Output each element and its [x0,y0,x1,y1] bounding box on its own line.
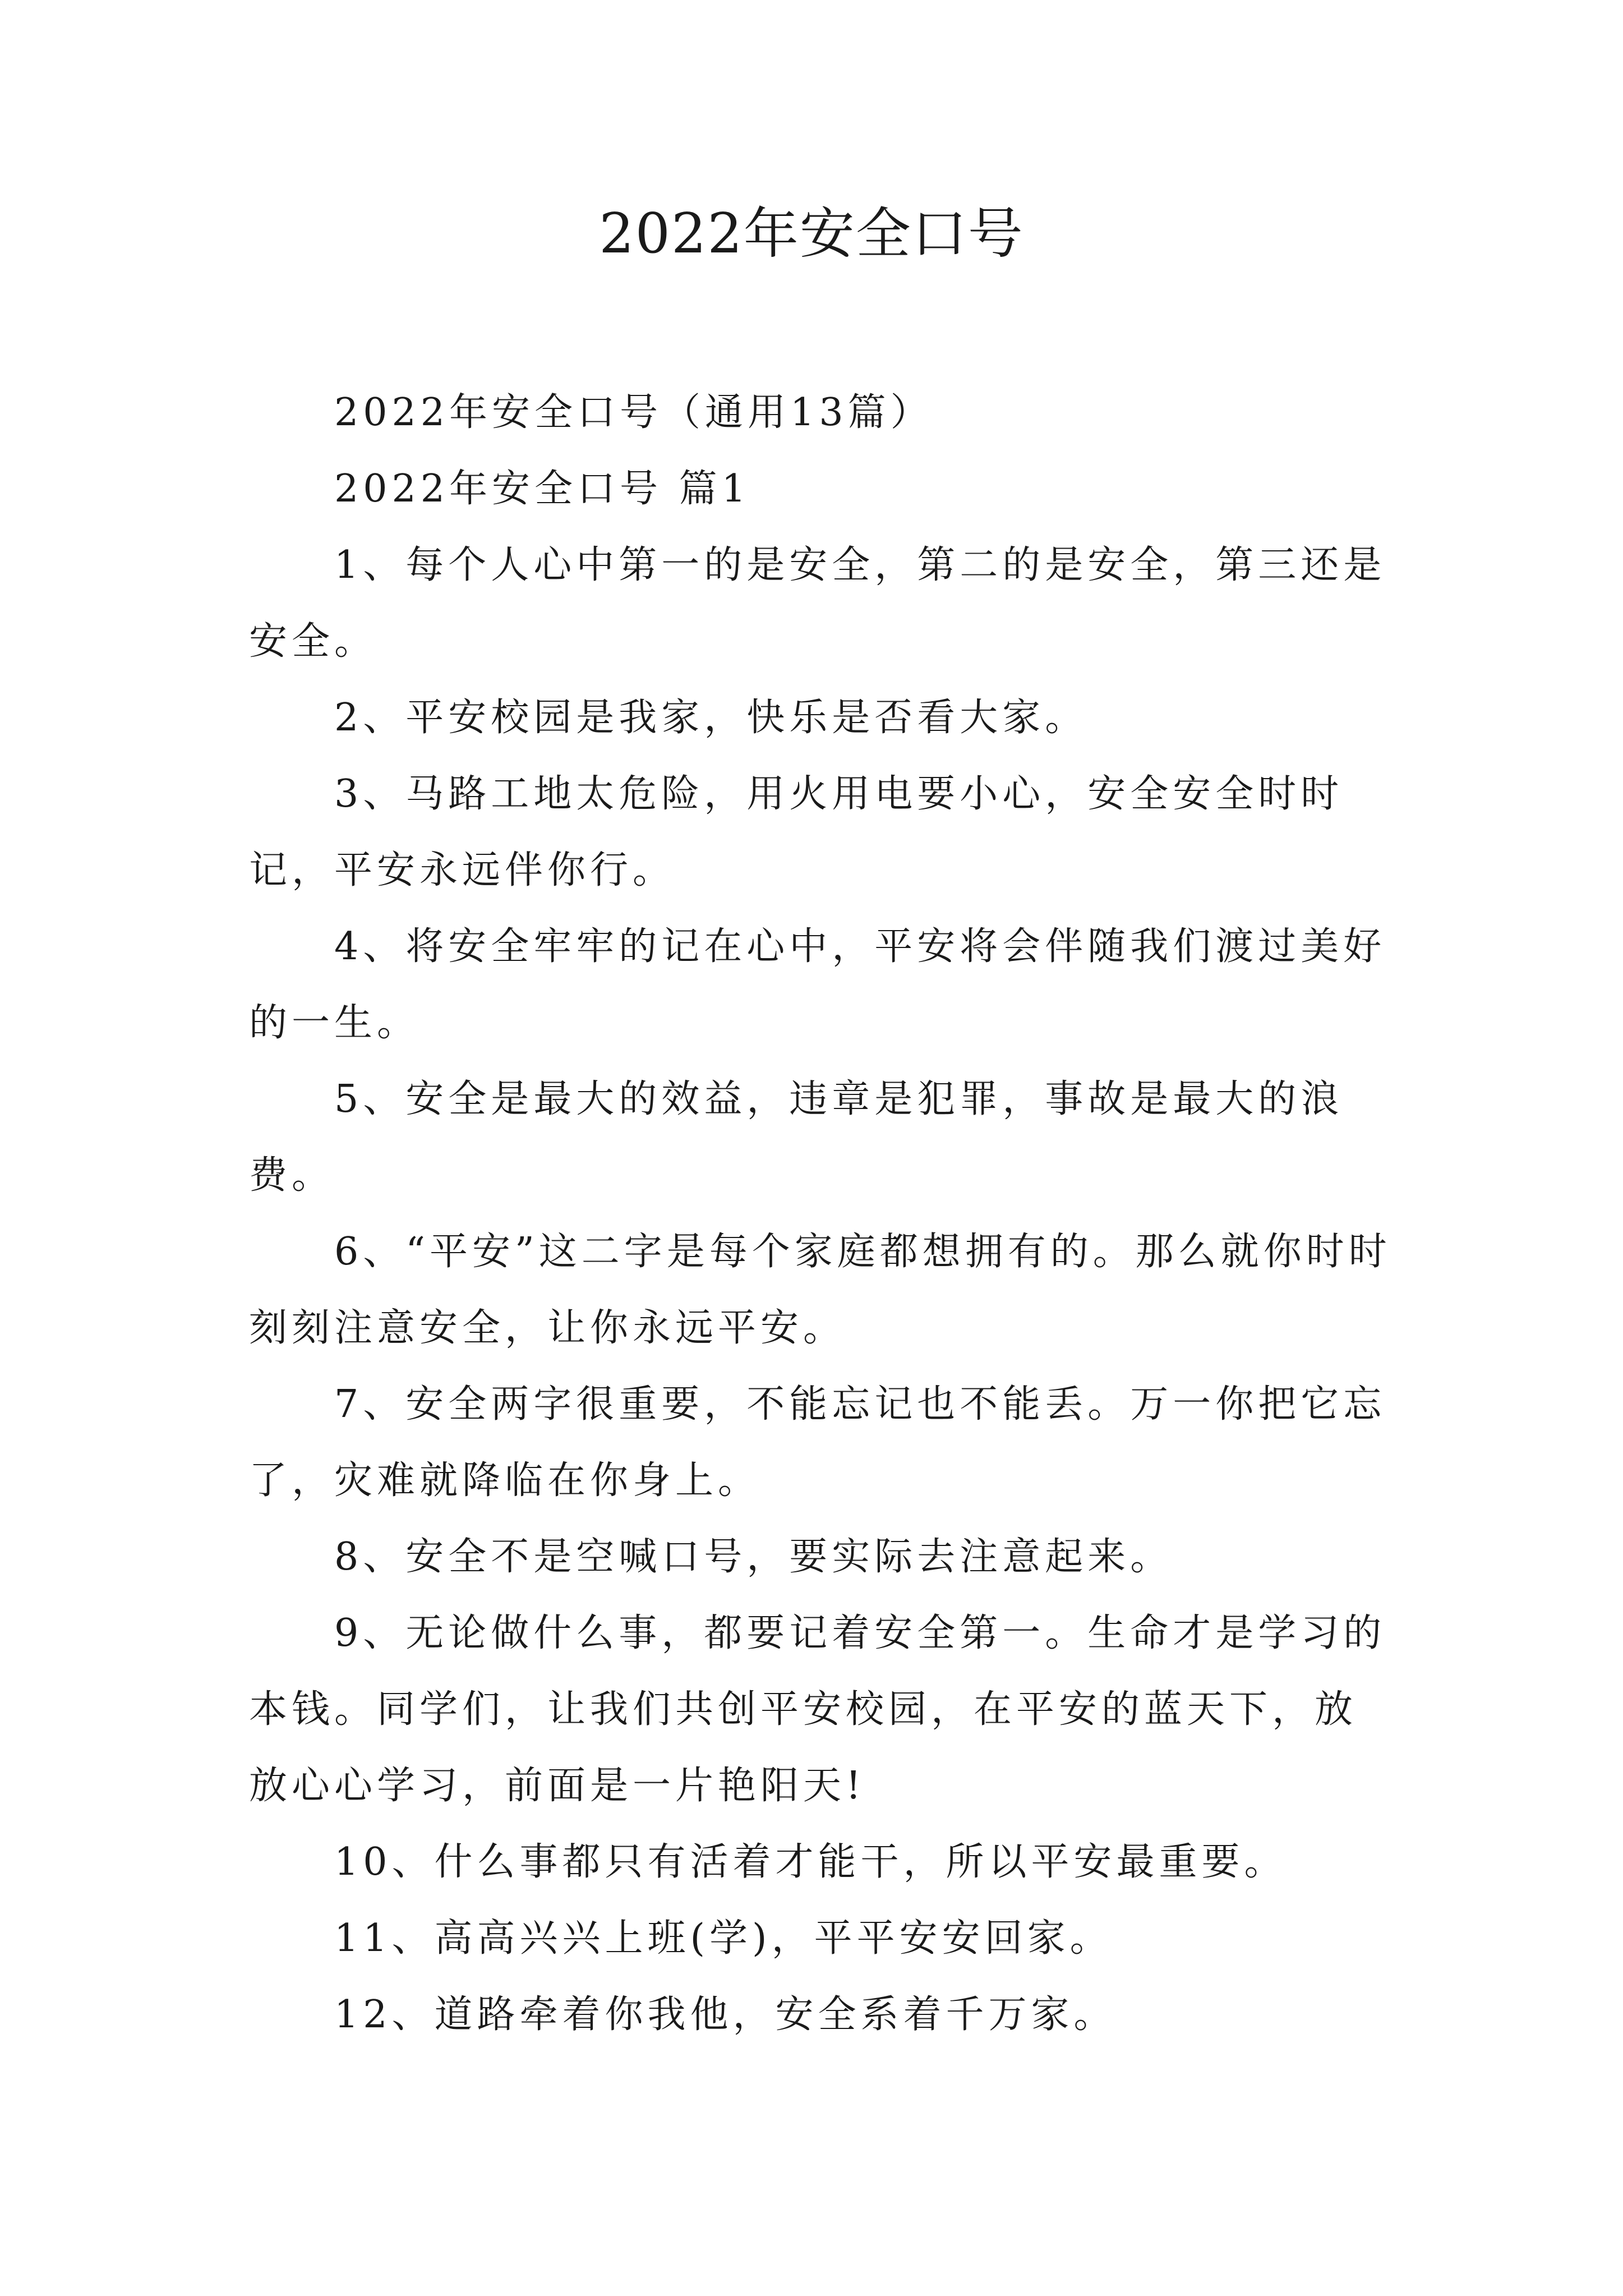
paragraph-slogan-2: 2、平安校园是我家，快乐是否看大家。 [334,696,1088,740]
paragraph-slogan-6: 6、“平安”这二字是每个家庭都想拥有的。那么就你时时刻刻注意安全，让你永远平安。 [249,1230,1391,1350]
paragraph-slogan-9: 9、无论做什么事，都要记着安全第一。生命才是学习的本钱。同学们，让我们共创平安校园，在平安的蓝天下，放放心心学习，前面是一片艳阳天! [249,1611,1386,1808]
document-title: 2022年安全口号 [599,202,1024,266]
document-body [249,375,1393,2053]
paragraph-slogan-5: 5、安全是最大的效益，违章是犯罪，事故是最大的浪费。 [249,1077,1344,1198]
paragraph-subtitle: 2022年安全口号（通用13篇） [334,390,933,435]
paragraph-slogan-12: 12、道路牵着你我他，安全系着千万家。 [334,1993,1117,2037]
paragraph-slogan-1: 1、每个人心中第一的是安全，第二的是安全，第三还是安全。 [249,543,1386,664]
paragraph-section-heading: 2022年安全口号 篇1 [334,467,750,511]
paragraph-slogan-11: 11、高高兴兴上班(学)，平平安安回家。 [334,1916,1113,1961]
paragraph-slogan-3: 3、马路工地太危险，用火用电要小心，安全安全时时记，平安永远伴你行。 [249,772,1344,892]
paragraph-slogan-4: 4、将安全牢牢的记在心中，平安将会伴随我们渡过美好的一生。 [249,924,1386,1045]
paragraph-slogan-8: 8、安全不是空喊口号，要实际去注意起来。 [334,1535,1173,1579]
paragraph-slogan-7: 7、安全两字很重要，不能忘记也不能丢。万一你把它忘了，灾难就降临在你身上。 [249,1382,1386,1503]
paragraph-slogan-10: 10、什么事都只有活着才能干，所以平安最重要。 [334,1840,1287,1884]
